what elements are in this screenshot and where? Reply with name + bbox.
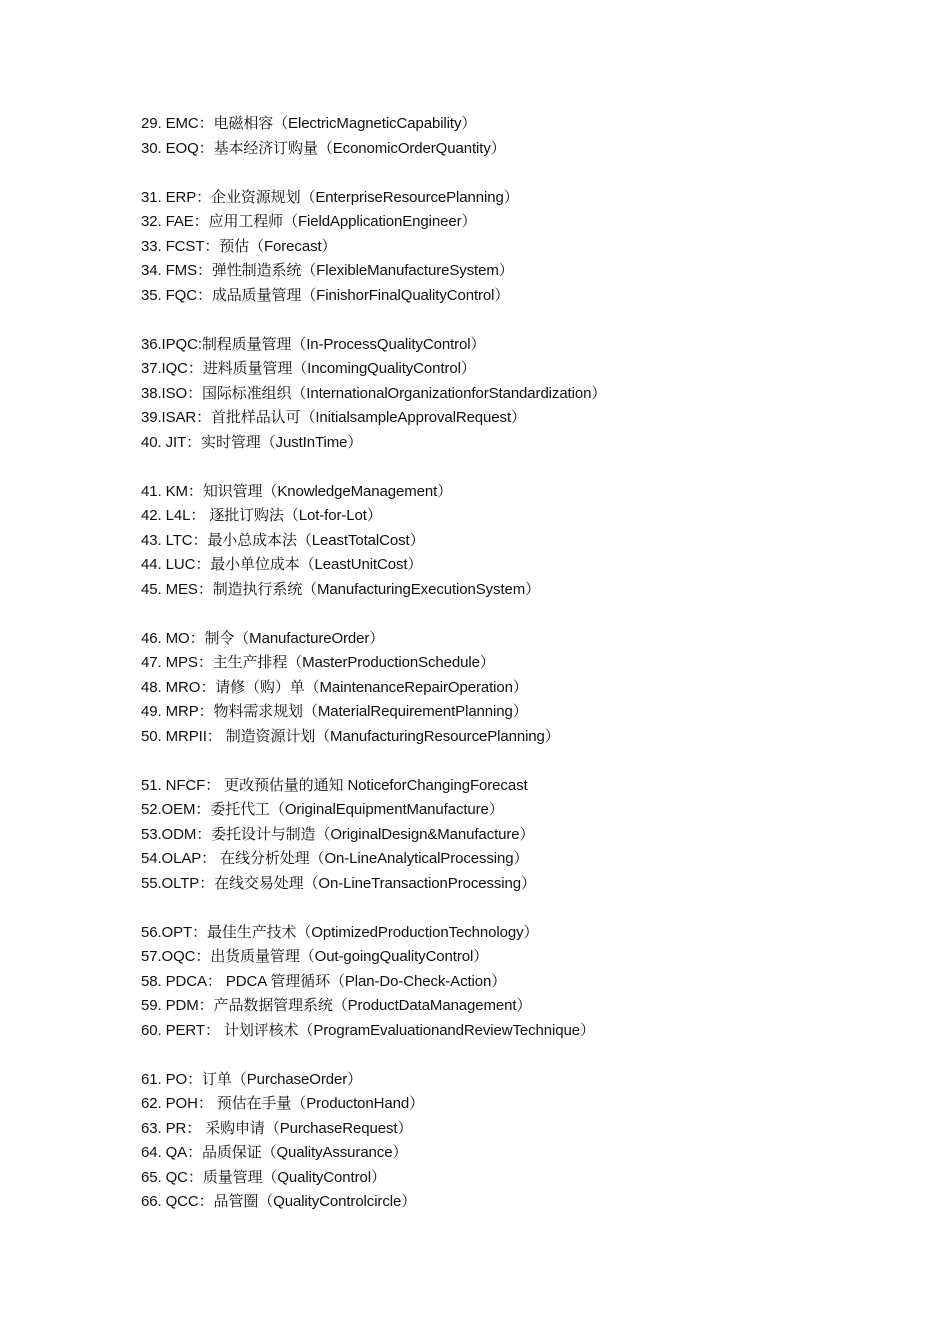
term-line-43: 43. LTC：最小总成本法（LeastTotalCost） xyxy=(141,531,425,549)
term-line-35: 35. FQC：成品质量管理（FinishorFinalQualityControl） xyxy=(141,286,510,304)
term-line-44: 44. LUC：最小单位成本（LeastUnitCost） xyxy=(141,556,423,573)
term-group-1 xyxy=(141,112,921,161)
term-line-40: 40. JIT：实时管理（JustInTime） xyxy=(141,433,363,451)
term-line-63: 63. PR： 采购申请（PurchaseRequest） xyxy=(141,1119,413,1137)
term-line-61: 61. PO：订单（PurchaseOrder） xyxy=(141,1070,363,1088)
term-line-46: 46. MO：制令（ManufactureOrder） xyxy=(141,629,385,647)
term-line-65: 65. QC：质量管理（QualityControl） xyxy=(141,1168,386,1186)
term-group-3 xyxy=(141,333,921,456)
term-line-59: 59. PDM：产品数据管理系统（ProductDataManagement） xyxy=(141,997,532,1014)
document-body xyxy=(141,112,921,1239)
term-line-52: 52.OEM：委托代工（OriginalEquipmentManufacture） xyxy=(141,801,504,818)
term-line-53: 53.ODM：委托设计与制造（OriginalDesign&Manufacture） xyxy=(141,825,535,843)
term-group-8 xyxy=(141,1068,921,1215)
term-line-64: 64. QA：品质保证（QualityAssurance） xyxy=(141,1144,408,1161)
term-line-45: 45. MES：制造执行系统（ManufacturingExecutionSystem） xyxy=(141,580,541,598)
term-group-6 xyxy=(141,774,921,897)
term-line-58: 58. PDCA： PDCA 管理循环（Plan-Do-Check-Action） xyxy=(141,972,507,990)
term-line-41: 41. KM：知识管理（KnowledgeManagement） xyxy=(141,482,453,500)
term-line-54: 54.OLAP： 在线分析处理（On-LineAnalyticalProcessing） xyxy=(141,850,529,867)
term-group-2 xyxy=(141,186,921,309)
term-line-49: 49. MRP：物料需求规划（MaterialRequirementPlanning） xyxy=(141,703,528,720)
term-line-39: 39.ISAR：首批样品认可（InitialsampleApprovalRequest） xyxy=(141,409,526,426)
term-line-50: 50. MRPII： 制造资源计划（ManufacturingResourcePlanning） xyxy=(141,727,560,745)
term-line-48: 48. MRO：请修（购）单（MaintenanceRepairOperation） xyxy=(141,678,528,696)
term-line-55: 55.OLTP：在线交易处理（On-LineTransactionProcessing） xyxy=(141,874,536,892)
term-group-7 xyxy=(141,921,921,1044)
term-line-33: 33. FCST：预估（Forecast） xyxy=(141,237,337,255)
term-line-36: 36.IPQC:制程质量管理（In-ProcessQualityControl） xyxy=(141,335,486,353)
term-line-47: 47. MPS：主生产排程（MasterProductionSchedule） xyxy=(141,654,495,671)
term-line-38: 38.ISO：国际标准组织（InternationalOrganizationforStandardization） xyxy=(141,384,607,402)
term-line-57: 57.OQC：出货质量管理（Out-goingQualityControl） xyxy=(141,948,489,965)
term-group-4 xyxy=(141,480,921,603)
term-line-30: 30. EOQ：基本经济订购量（EconomicOrderQuantity） xyxy=(141,139,506,157)
term-line-56: 56.OPT：最佳生产技术（OptimizedProductionTechnology） xyxy=(141,923,539,941)
term-line-31: 31. ERP：企业资源规划（EnterpriseResourcePlanning） xyxy=(141,188,519,206)
term-line-29: 29. EMC：电磁相容（ElectricMagneticCapability） xyxy=(141,115,477,132)
term-line-62: 62. POH： 预估在手量（ProductonHand） xyxy=(141,1095,425,1112)
term-line-34: 34. FMS：弹性制造系统（FlexibleManufactureSystem） xyxy=(141,262,514,279)
term-line-66: 66. QCC：品管圈（QualityControlcircle） xyxy=(141,1193,417,1210)
term-line-51: 51. NFCF： 更改预估量的通知 NoticeforChangingForecast xyxy=(141,776,528,794)
term-line-42: 42. L4L： 逐批订购法（Lot-for-Lot） xyxy=(141,507,382,524)
term-group-5 xyxy=(141,627,921,750)
term-line-37: 37.IQC：进料质量管理（IncomingQualityControl） xyxy=(141,360,476,377)
term-line-60: 60. PERT： 计划评核术（ProgramEvaluationandReviewTechnique） xyxy=(141,1021,595,1039)
term-line-32: 32. FAE：应用工程师（FieldApplicationEngineer） xyxy=(141,213,477,230)
